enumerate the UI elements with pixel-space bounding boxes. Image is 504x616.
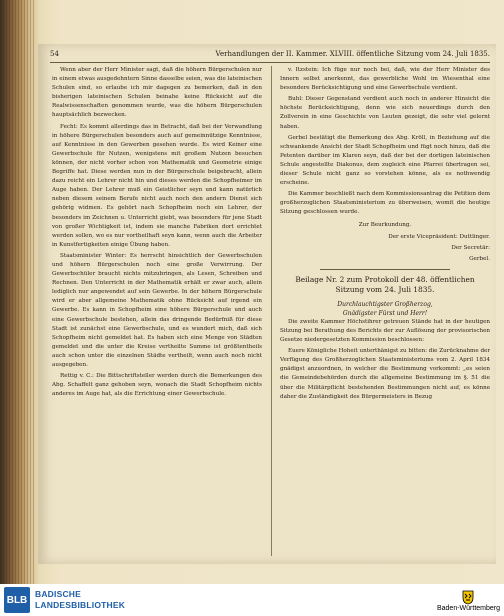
paragraph: Fecht: Es kommt allerdings das in Betracht, daß bei der Verwandlung in höhere Bürgerschulen besonders auch auf gemeinnützige Kenntnisse, auf Kenntnisse in den Gewerben gesehen wurde. Es wird Keiner eine Gewerbschule für Nutzen, wenigstens mit großem Nutzen besuchen können, der nicht vorher schon von Mathematik und Geometrie einige Begriffe hat. Diese werden nun in der Bürgerschule beigebracht, allein dazu reicht ein Lehrer nicht hin und dieses werden die Schopfheimer im Auge haben. Der Lehrer muß ein Geistlicher seyn und kann natürlich neben diesem seinem Berufe nicht auch noch den andern Dienst sich gehörig widmen. Es gehört nach Schopfheim noch ein Lehrer, der besonders im Zeichnen u. Unterricht giebt, was besonders für jene Stadt von großer Wichtigkeit ist, indem sie manche Fabriken dort errichtet werden sollen, wo es nur vortheilhaft seyn kann, wenn auch die Arbeiter in Kunstfertigkeiten einige Übung haben. (52, 123, 262, 248)
library-name-line: LANDESBIBLIOTHEK (35, 600, 126, 610)
column-divider (271, 66, 272, 556)
paragraph: Die zweite Kammer Höchstihrer getreuen Stände hat in der heutigen Sitzung bei Berathung des Berichts der zur Auflösung der provisorischen Gesetze niedergesetzten Kommission beschlossen: (280, 318, 490, 344)
library-name (35, 589, 125, 611)
salutation-line: Gnädigster Fürst und Herr! (342, 309, 428, 317)
state-crest-icon (460, 589, 476, 605)
paragraph: Staatsminister Winter: Es herrscht hinsichtlich der Gewerbschulen und höhern Bürgerschulen noch eine große Verwirrung. Der Gewerbschüler braucht nichts mitzubringen, als Lesen, Schreiben und Rechnen. Den Unterricht in der Mathematik erhält er zwar auch, allein lediglich nur angewendet auf sein Gewerbe. In der höhern Bürgerschule wird er aber allgemeine Mathematik ohne Rücksicht auf irgend ein Gewerbe. Es kann in Schopfheim eine höhere Bürgerschule und auch eine Gewerbschule bestehen, allein das dringende Bedürfniß für diese Stadt ist zunächst eine Gewerbschule, und es wundert mich, daß sich Schopfheim nicht gemeldet hat. Es haben sich eine Menge von Städten gemeldet und die unter die Kreise vertheilte Summe ist größtentheils auch schon unter die einzelnen Städte vertheilt, wenn auch noch nicht ausgegeben. (52, 252, 262, 368)
paragraph: v. Itzstein: Ich füge nur noch bei, daß, wie der Herr Minister des Innern selbst anerkennt, das gewerbliche Wohl im Wiesenthal eine besondere Berücksichtigung und eine Gewerbschule verdient. (280, 67, 490, 92)
beilage-title-line: Beilage Nr. 2 zum Protokoll der 48. öffentlichen (295, 274, 475, 284)
state-brand[interactable] (437, 589, 500, 612)
left-column (52, 66, 262, 401)
blb-logo-icon: BLB (4, 587, 30, 613)
secretary-signature: Gerbel. (469, 255, 490, 262)
salutation (280, 300, 490, 318)
paragraph: Die Kammer beschließt nach dem Kommissionsantrag die Petition dem großherzoglichen Staatsministerium zu überweisen, womit die heutige Sitzung geschlossen wurde. (280, 191, 490, 216)
paragraph: Wenn aber der Herr Minister sagt, daß die höhern Bürgerschulen nur in einem etwas ausgedehntern Sinne dasselbe seien, was die lateinischen Schulen sind, so erlaube ich mir dagegen zu bemerken, daß in den bisherigen lateinischen Schulen beinahe keine Rücksicht auf die Realwissenschaften genommen wurde, was die höhern Bürgerschulen hauptsächlich bezwecken. (52, 67, 262, 119)
beilage-title (280, 275, 490, 295)
state-name: Baden-Württemberg (436, 604, 500, 612)
paragraph: Euere Königliche Hoheit unterthänigst zu bitten: die Zurücknahme der Verfügung des Großherzoglichen Staatsministeriums vom 2. April 1834 gnädigst anzuordnen, in welcher die Bestimmung vorkommt: „es seien die Gemeindebehörden durch die allgemeine Bestimmung im §. 51 die über die Militärpflicht bestehenden Bestimmungen nicht auf, es könne daher die Zuständigkeit des Bürgermeisters in Bezug (280, 348, 491, 400)
book-edge (0, 0, 36, 584)
paragraph: Rettig v. C.: Die Bittschriftsteller werden durch die Bemerkungen des Abg. Schaffelt ganz gehoben seyn, wonach die Stadt Schopfheim nichts anderes im Auge hat, als die Errichtung einer Gewerbschule. (52, 373, 262, 398)
paragraph: Buhl: Dieser Gegenstand verdient auch noch in anderer Hinsicht die höchste Berücksichtigung, denn wie sich neuerdings durch den Zollverein in eine Geschichte von Leuten gezeigt, die sehr viel gelernt haben. (280, 96, 490, 130)
beilage-title-line: Sitzung vom 24. Juli 1835. (335, 284, 435, 294)
library-brand[interactable] (4, 587, 125, 613)
salutation-line: Durchlauchtigster Großherzog, (337, 300, 433, 308)
running-title: Verhandlungen der II. Kammer. XLVIII. öffentliche Sitzung vom 24. Juli 1835. (215, 50, 490, 58)
page-number: 54 (50, 50, 59, 58)
page-header (50, 50, 490, 63)
library-name-line: BADISCHE (35, 589, 81, 599)
attest-line: Zur Beurkundung. (358, 221, 412, 228)
section-divider (320, 269, 450, 270)
paragraph: Gerbel bestätigt die Bemerkung des Abg. Kröll, in Beziehung auf die schwankende Ansicht der Stadt Schopfheim und fügt noch hinzu, daß die Petenten darüber im Klaren seyn, daß der bei der dortigen lateinischen Schule angestellte Diakonus, dem zugleich eine Pfarrei übertragen sei, dieser Schule nicht ganz so vorstehen könne, als es nothwendig erscheine. (280, 134, 490, 187)
president-signature: Der erste Vicepräsident: Duttlinger. (388, 233, 490, 240)
viewer-footer (0, 584, 504, 616)
right-column (280, 66, 490, 404)
secretary-title: Der Secretär: (451, 244, 490, 251)
